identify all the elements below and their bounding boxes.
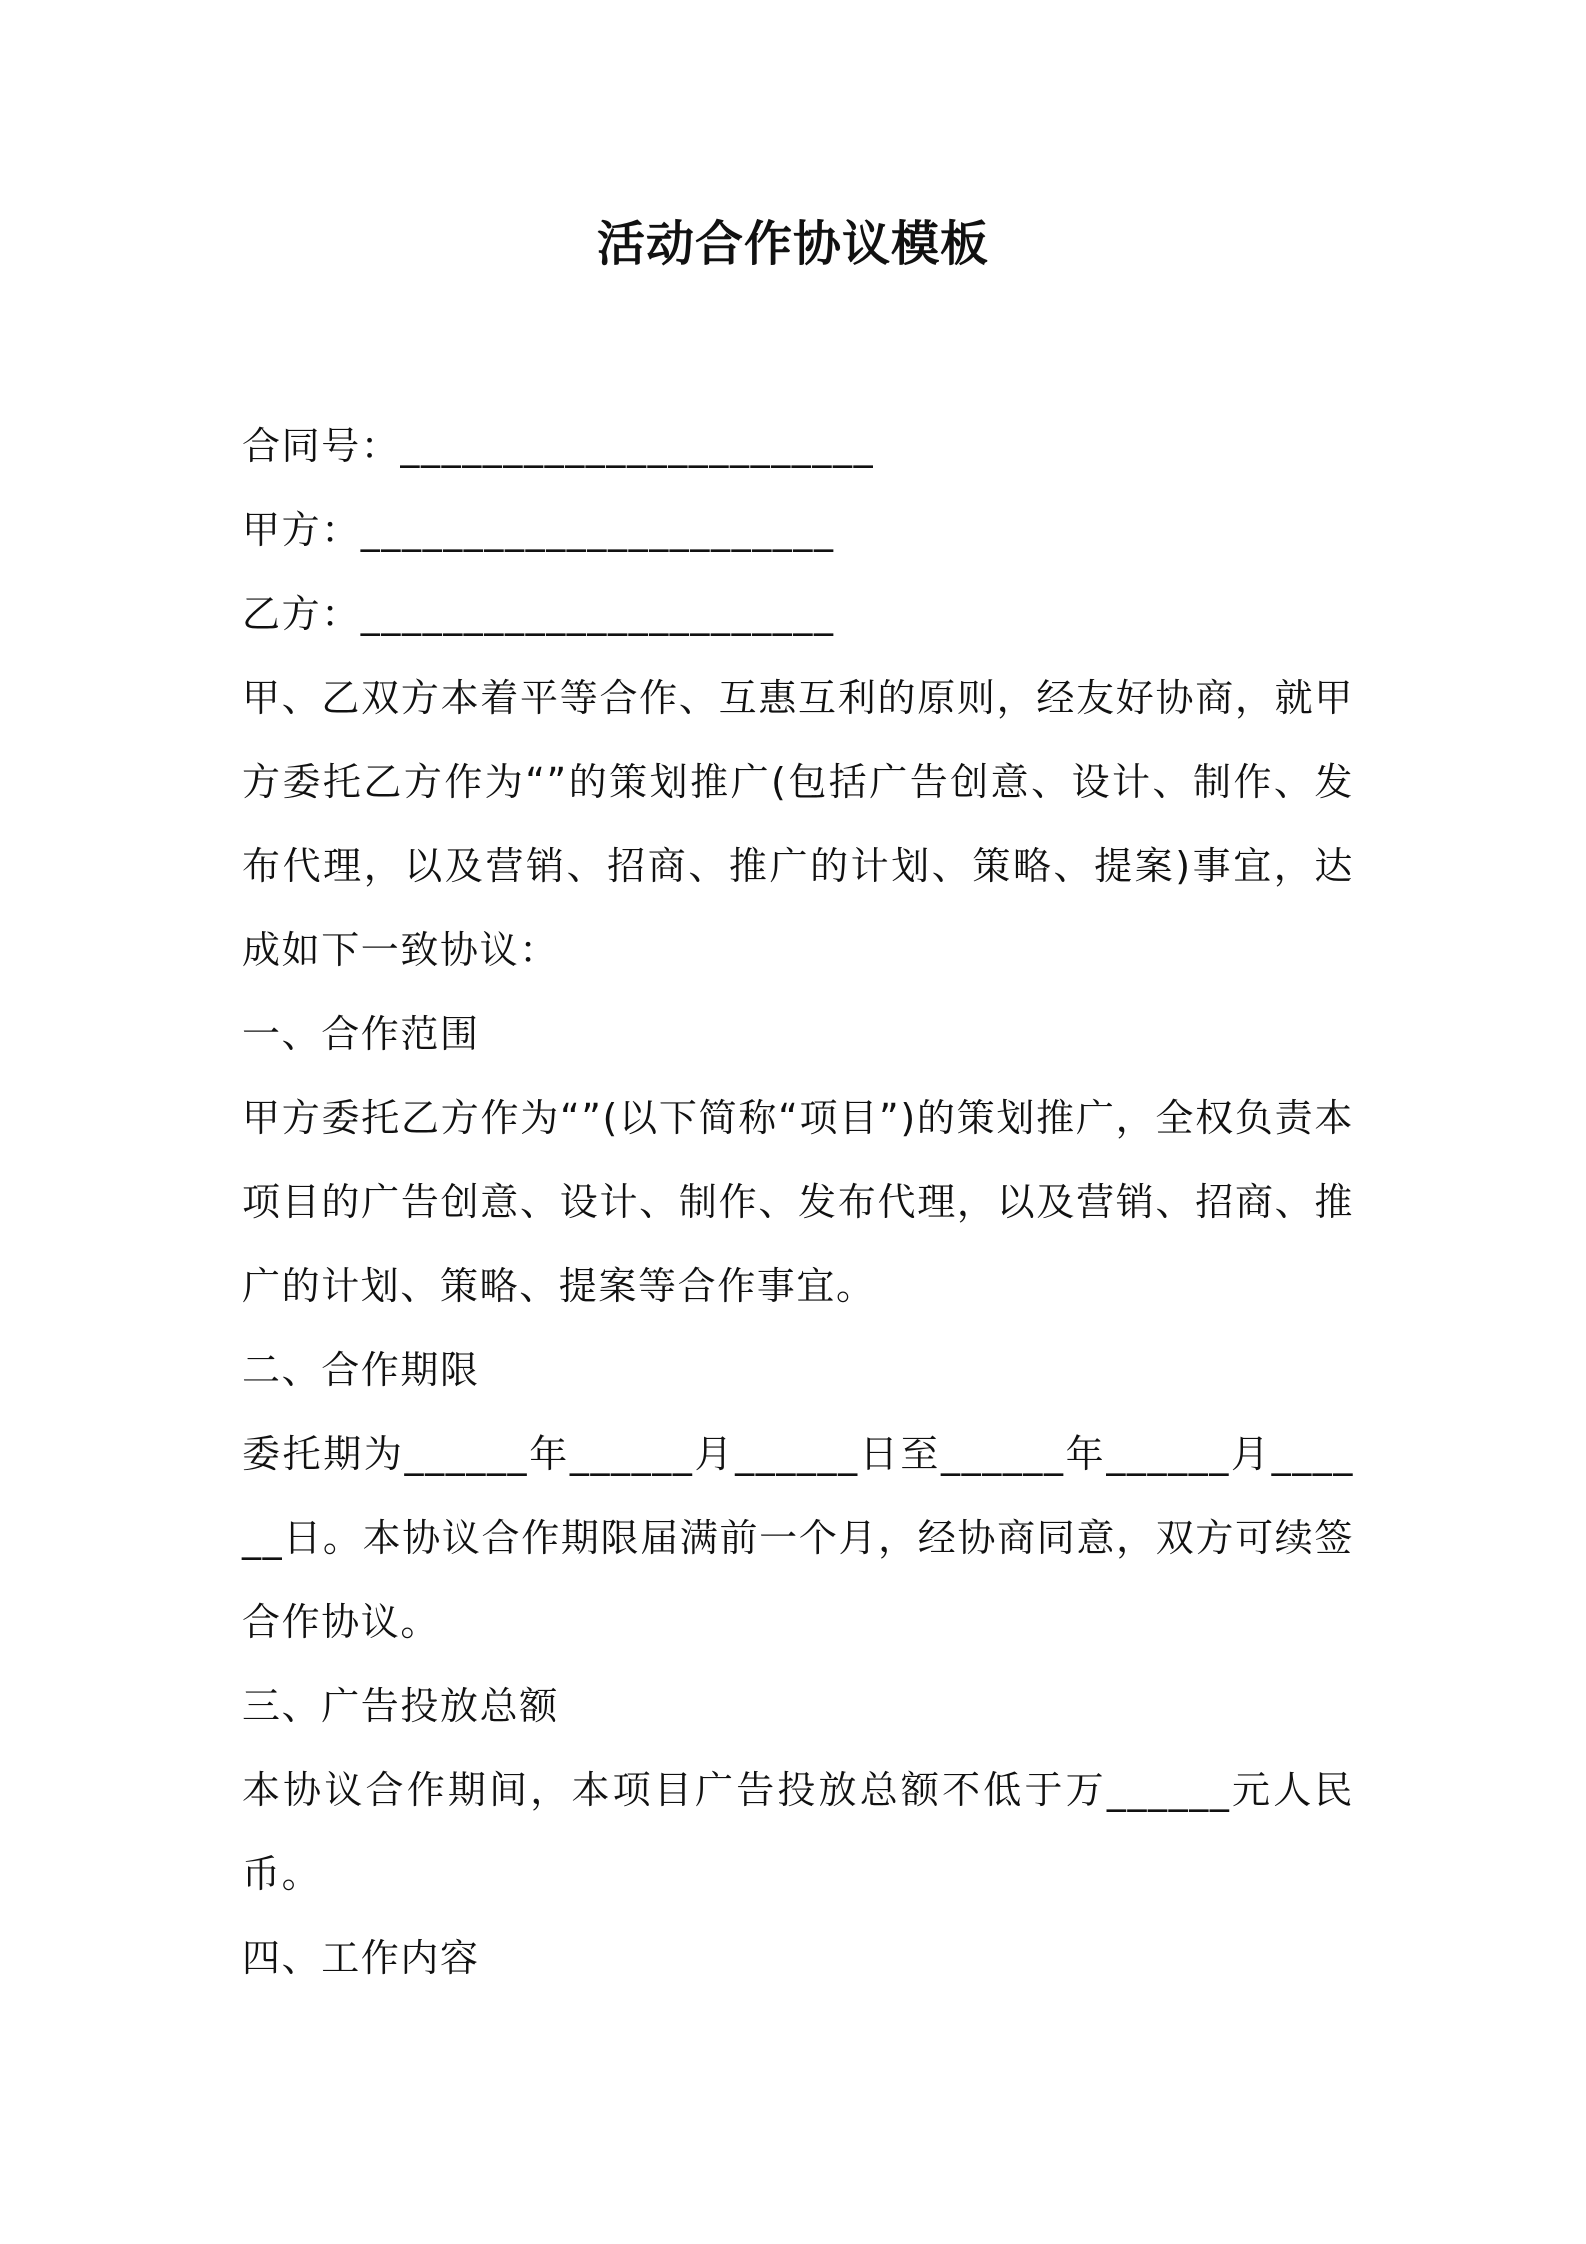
section-heading-scope: 一、合作范围: [242, 1012, 480, 1056]
document-body: [242, 404, 1354, 2000]
section-heading-ad-budget: 三、广告投放总额: [242, 1684, 559, 1728]
party-b-field: 乙方：_______________________: [242, 592, 835, 636]
intro-paragraph: 甲、乙双方本着平等合作、互惠互利的原则，经友好协商，就甲方委托乙方作为“”的策划推广(包括广告创意、设计、制作、发布代理，以及营销、招商、推广的计划、策略、提案)事宜，达成如下一致协议：: [242, 676, 1354, 972]
section-text-ad-budget: 本协议合作期间，本项目广告投放总额不低于万______元人民币。: [242, 1768, 1354, 1896]
contract-number-field: 合同号：_______________________: [242, 424, 875, 468]
section-text-term: 委托期为______年______月______日至______年______月______日。本协议合作期限届满前一个月，经协商同意，双方可续签合作协议。: [242, 1432, 1354, 1644]
section-heading-term: 二、合作期限: [242, 1348, 480, 1392]
document-title: 活动合作协议模板: [596, 216, 989, 272]
section-heading-work-content: 四、工作内容: [242, 1936, 480, 1980]
section-text-scope: 甲方委托乙方作为“”(以下简称“项目”)的策划推广，全权负责本项目的广告创意、设计、制作、发布代理，以及营销、招商、推广的计划、策略、提案等合作事宜。: [242, 1096, 1354, 1308]
party-a-field: 甲方：_______________________: [242, 508, 835, 552]
